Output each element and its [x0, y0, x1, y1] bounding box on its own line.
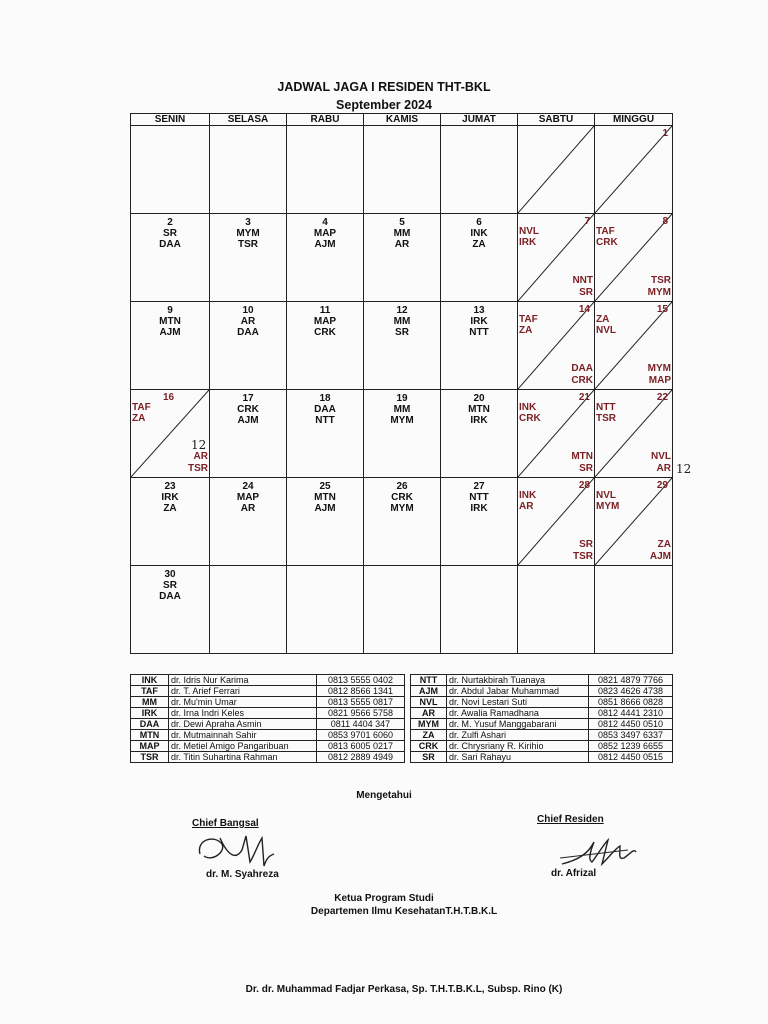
day-number: 20 — [473, 393, 485, 404]
resident-code: TAF — [596, 226, 615, 237]
resident-phone: 0853 3497 6337 — [589, 730, 673, 741]
diagonal-line — [595, 126, 672, 213]
day-number: 14 — [578, 304, 590, 315]
resident-phone: 0812 4450 0510 — [589, 719, 673, 730]
resident-code: TSR — [596, 413, 616, 424]
day-cell-6 — [441, 214, 518, 302]
chief-ward-name: dr. M. Syahreza — [206, 869, 279, 880]
resident-code: CRK — [519, 413, 541, 424]
resident-code: INK — [519, 402, 537, 413]
directory-row — [131, 686, 673, 697]
resident-name: dr. Sari Rahayu — [447, 752, 589, 763]
directory-row — [131, 719, 673, 730]
resident-code: TSR — [238, 239, 258, 250]
resident-code: NVL — [596, 325, 616, 336]
resident-code: SR — [579, 463, 593, 474]
calendar-week-2 — [131, 214, 673, 302]
calendar-header-row — [131, 114, 673, 126]
day-cell-28 — [518, 478, 595, 566]
resident-code: CRK — [314, 327, 336, 338]
empty-day-cell — [364, 566, 441, 654]
empty-day-cell — [595, 566, 673, 654]
resident-code: DAA — [237, 327, 259, 338]
resident-code: TSR — [188, 463, 208, 474]
directory-row — [131, 752, 673, 763]
calendar-week-4 — [131, 390, 673, 478]
resident-code: ZA — [519, 325, 533, 336]
empty-day-cell — [364, 126, 441, 214]
resident-phone: 0823 4626 4738 — [589, 686, 673, 697]
resident-code: IRK — [470, 316, 488, 327]
resident-code: AR — [240, 503, 256, 514]
resident-code: INK — [131, 675, 169, 686]
resident-code: SR — [395, 327, 409, 338]
day-cell-13 — [441, 302, 518, 390]
resident-phone: 0812 4450 0515 — [589, 752, 673, 763]
department-name: Departemen Ilmu KesehatanT.H.T.B.K.L — [310, 906, 498, 917]
resident-code: ZA — [163, 503, 177, 514]
resident-code: MYM — [236, 228, 260, 239]
resident-code: ZA — [472, 239, 486, 250]
day-number: 7 — [584, 216, 590, 227]
resident-code: NTT — [596, 402, 616, 413]
directory-row — [131, 708, 673, 719]
day-number: 9 — [167, 305, 173, 316]
resident-code: MM — [393, 404, 411, 415]
resident-code: CRK — [237, 404, 259, 415]
resident-code: SR — [411, 752, 447, 763]
resident-code: AR — [394, 239, 410, 250]
resident-code: MYM — [647, 363, 671, 374]
resident-code: MM — [131, 697, 169, 708]
empty-day-cell — [287, 126, 364, 214]
resident-phone: 0812 8566 1341 — [317, 686, 405, 697]
day-cell-21 — [518, 390, 595, 478]
resident-code: SR — [579, 287, 593, 298]
day-header-kamis: KAMIS — [364, 114, 441, 126]
resident-code: CRK — [411, 741, 447, 752]
day-header-selasa: SELASA — [210, 114, 287, 126]
resident-code: AJM — [411, 686, 447, 697]
day-number: 6 — [476, 217, 482, 228]
resident-name: dr. Abdul Jabar Muhammad — [447, 686, 589, 697]
resident-code: IRK — [519, 237, 537, 248]
calendar-week-3 — [131, 302, 673, 390]
day-cell-24 — [210, 478, 287, 566]
day-cell-1 — [595, 126, 673, 214]
directory-row — [131, 697, 673, 708]
chief-ward-title: Chief Bangsal — [192, 818, 259, 829]
calendar-week-6 — [131, 566, 673, 654]
empty-day-cell — [210, 126, 287, 214]
resident-code: NTT — [315, 415, 335, 426]
day-cell-9 — [131, 302, 210, 390]
resident-name: dr. M. Yusuf Manggabarani — [447, 719, 589, 730]
resident-code: AR — [519, 501, 534, 512]
resident-code: TSR — [651, 275, 671, 286]
directory-row — [131, 741, 673, 752]
day-number: 2 — [167, 217, 173, 228]
day-number: 30 — [164, 569, 176, 580]
resident-code: DAA — [159, 239, 181, 250]
day-cell-8 — [595, 214, 673, 302]
resident-name: dr. T. Arief Ferrari — [169, 686, 317, 697]
resident-code: MYM — [390, 415, 414, 426]
acknowledge-label: Mengetahui — [356, 790, 412, 801]
resident-phone: 0821 9566 5758 — [317, 708, 405, 719]
resident-phone: 0812 2889 4949 — [317, 752, 405, 763]
resident-phone: 0813 5555 0817 — [317, 697, 405, 708]
day-header-senin: SENIN — [131, 114, 210, 126]
resident-phone: 0821 4879 7766 — [589, 675, 673, 686]
day-number: 5 — [399, 217, 405, 228]
day-number: 19 — [396, 393, 408, 404]
resident-code: ZA — [132, 413, 146, 424]
day-cell-29 — [595, 478, 673, 566]
resident-code: TAF — [132, 402, 151, 413]
resident-code: IRK — [131, 708, 169, 719]
resident-code: AR — [193, 451, 208, 462]
day-cell-19 — [364, 390, 441, 478]
day-cell-22 — [595, 390, 673, 478]
empty-day-cell — [518, 566, 595, 654]
resident-code: NTT — [469, 327, 489, 338]
resident-code: MYM — [411, 719, 447, 730]
resident-code: MTN — [314, 492, 336, 503]
day-number: 12 — [396, 305, 408, 316]
resident-code: NNT — [572, 275, 593, 286]
diagonal-line — [518, 126, 594, 213]
resident-code: MYM — [596, 501, 620, 512]
day-cell-26 — [364, 478, 441, 566]
day-cell-3 — [210, 214, 287, 302]
day-cell-25 — [287, 478, 364, 566]
resident-code: TAF — [519, 314, 538, 325]
day-number: 18 — [319, 393, 331, 404]
day-cell-7 — [518, 214, 595, 302]
day-number: 11 — [319, 305, 331, 316]
head-title: Ketua Program Studi — [334, 893, 434, 904]
empty-day-cell — [518, 126, 595, 214]
resident-code: SR — [163, 580, 177, 591]
resident-code: INK — [519, 490, 537, 501]
day-number: 21 — [578, 392, 590, 403]
resident-code: DAA — [159, 591, 181, 602]
resident-code: AJM — [314, 239, 336, 250]
resident-code: IRK — [470, 415, 488, 426]
day-number: 28 — [578, 480, 590, 491]
day-cell-18 — [287, 390, 364, 478]
day-number: 29 — [656, 480, 668, 491]
resident-name: dr. Zulfi Ashari — [447, 730, 589, 741]
head-name: Dr. dr. Muhammad Fadjar Perkasa, Sp. T.H.T.B.K.L, Subsp. Rino (K) — [245, 984, 563, 995]
day-cell-23 — [131, 478, 210, 566]
resident-code: TSR — [573, 551, 593, 562]
resident-code: NVL — [651, 451, 671, 462]
resident-name: dr. Idris Nur Karima — [169, 675, 317, 686]
day-number: 4 — [322, 217, 328, 228]
day-header-jumat: JUMAT — [441, 114, 518, 126]
day-number: 3 — [245, 217, 251, 228]
day-cell-5 — [364, 214, 441, 302]
resident-code: MTN — [131, 730, 169, 741]
day-number: 8 — [662, 216, 668, 227]
empty-day-cell — [131, 126, 210, 214]
resident-code: AJM — [314, 503, 336, 514]
resident-phone: 0851 8666 0828 — [589, 697, 673, 708]
resident-phone: 0852 1239 6655 — [589, 741, 673, 752]
resident-phone: 0813 6005 0217 — [317, 741, 405, 752]
day-cell-16 — [131, 390, 210, 478]
chief-resident-name: dr. Afrizal — [551, 868, 597, 879]
resident-code: MTN — [571, 451, 593, 462]
handwritten-note: 12 — [676, 462, 692, 476]
day-cell-11 — [287, 302, 364, 390]
resident-code: CRK — [391, 492, 413, 503]
day-number: 13 — [473, 305, 485, 316]
resident-code: CRK — [596, 237, 618, 248]
resident-code: IRK — [161, 492, 179, 503]
day-cell-30 — [131, 566, 210, 654]
resident-code: MM — [393, 316, 411, 327]
resident-code: TAF — [131, 686, 169, 697]
day-cell-15 — [595, 302, 673, 390]
resident-code: AR — [240, 316, 256, 327]
resident-code: SR — [579, 539, 593, 550]
day-number: 25 — [319, 481, 331, 492]
resident-code: AJM — [159, 327, 181, 338]
resident-code: MYM — [647, 287, 671, 298]
resident-code: ZA — [596, 314, 610, 325]
resident-code: NTT — [411, 675, 447, 686]
directory-row — [131, 730, 673, 741]
resident-name: dr. Nurtakbirah Tuanaya — [447, 675, 589, 686]
day-header-rabu: RABU — [287, 114, 364, 126]
resident-name: dr. Irna Indri Keles — [169, 708, 317, 719]
resident-code: MYM — [390, 503, 414, 514]
calendar-week-1 — [131, 126, 673, 214]
day-cell-2 — [131, 214, 210, 302]
resident-phone: 0811 4404 347 — [317, 719, 405, 730]
resident-code: ZA — [657, 539, 671, 550]
empty-day-cell — [287, 566, 364, 654]
resident-name: dr. Mutmainnah Sahir — [169, 730, 317, 741]
day-cell-4 — [287, 214, 364, 302]
day-cell-14 — [518, 302, 595, 390]
resident-code: TSR — [131, 752, 169, 763]
resident-code: AR — [411, 708, 447, 719]
resident-name: dr. Chrysriany R. Kirihio — [447, 741, 589, 752]
resident-name: dr. Titin Suhartina Rahman — [169, 752, 317, 763]
resident-code: NVL — [519, 226, 539, 237]
empty-day-cell — [210, 566, 287, 654]
day-number: 15 — [656, 304, 668, 315]
chief-resident-title: Chief Residen — [537, 814, 604, 825]
resident-phone: 0812 4441 2310 — [589, 708, 673, 719]
day-number: 27 — [473, 481, 485, 492]
resident-code: ZA — [411, 730, 447, 741]
resident-code: MAP — [313, 228, 337, 239]
day-number: 17 — [242, 393, 254, 404]
empty-day-cell — [441, 126, 518, 214]
calendar-week-5 — [131, 478, 673, 566]
resident-code: NVL — [411, 697, 447, 708]
resident-directory — [130, 674, 673, 763]
resident-name: dr. Novi Lestari Suti — [447, 697, 589, 708]
resident-code: MAP — [313, 316, 337, 327]
resident-code: DAA — [131, 719, 169, 730]
resident-code: NTT — [469, 492, 489, 503]
resident-code: MAP — [131, 741, 169, 752]
resident-code: AR — [656, 463, 671, 474]
resident-code: MTN — [468, 404, 490, 415]
day-number: 22 — [656, 392, 668, 403]
resident-code: DAA — [314, 404, 336, 415]
day-number: 1 — [662, 128, 668, 139]
day-cell-10 — [210, 302, 287, 390]
resident-code: IRK — [470, 503, 488, 514]
resident-phone: 0813 5555 0402 — [317, 675, 405, 686]
resident-code: CRK — [571, 375, 593, 386]
schedule-title: JADWAL JAGA I RESIDEN THT-BKL — [277, 80, 491, 94]
day-number: 24 — [242, 481, 254, 492]
resident-code: AJM — [237, 415, 259, 426]
signature-image — [558, 834, 642, 870]
resident-code: DAA — [571, 363, 593, 374]
schedule-month: September 2024 — [336, 98, 432, 112]
resident-code: SR — [163, 228, 177, 239]
calendar-table — [130, 113, 673, 654]
resident-name: dr. Awalia Ramadhana — [447, 708, 589, 719]
day-header-minggu: MINGGU — [595, 114, 673, 126]
day-number: 10 — [242, 305, 254, 316]
resident-code: MAP — [236, 492, 260, 503]
resident-code: MM — [393, 228, 411, 239]
resident-name: dr. Metiel Amigo Pangaribuan — [169, 741, 317, 752]
day-cell-17 — [210, 390, 287, 478]
day-header-sabtu: SABTU — [518, 114, 595, 126]
resident-name: dr. Mu'min Umar — [169, 697, 317, 708]
day-cell-20 — [441, 390, 518, 478]
day-number: 23 — [164, 481, 176, 492]
resident-code: AJM — [649, 551, 671, 562]
resident-name: dr. Dewi Apraha Asmin — [169, 719, 317, 730]
resident-code: INK — [470, 228, 488, 239]
resident-code: MAP — [648, 375, 671, 386]
day-cell-12 — [364, 302, 441, 390]
directory-row — [131, 675, 673, 686]
day-number: 16 — [163, 392, 175, 403]
day-cell-27 — [441, 478, 518, 566]
empty-day-cell — [441, 566, 518, 654]
day-number: 26 — [396, 481, 408, 492]
resident-phone: 0853 9701 6060 — [317, 730, 405, 741]
resident-code: MTN — [159, 316, 181, 327]
resident-code: NVL — [596, 490, 616, 501]
handwritten-note: 12 — [191, 438, 207, 452]
